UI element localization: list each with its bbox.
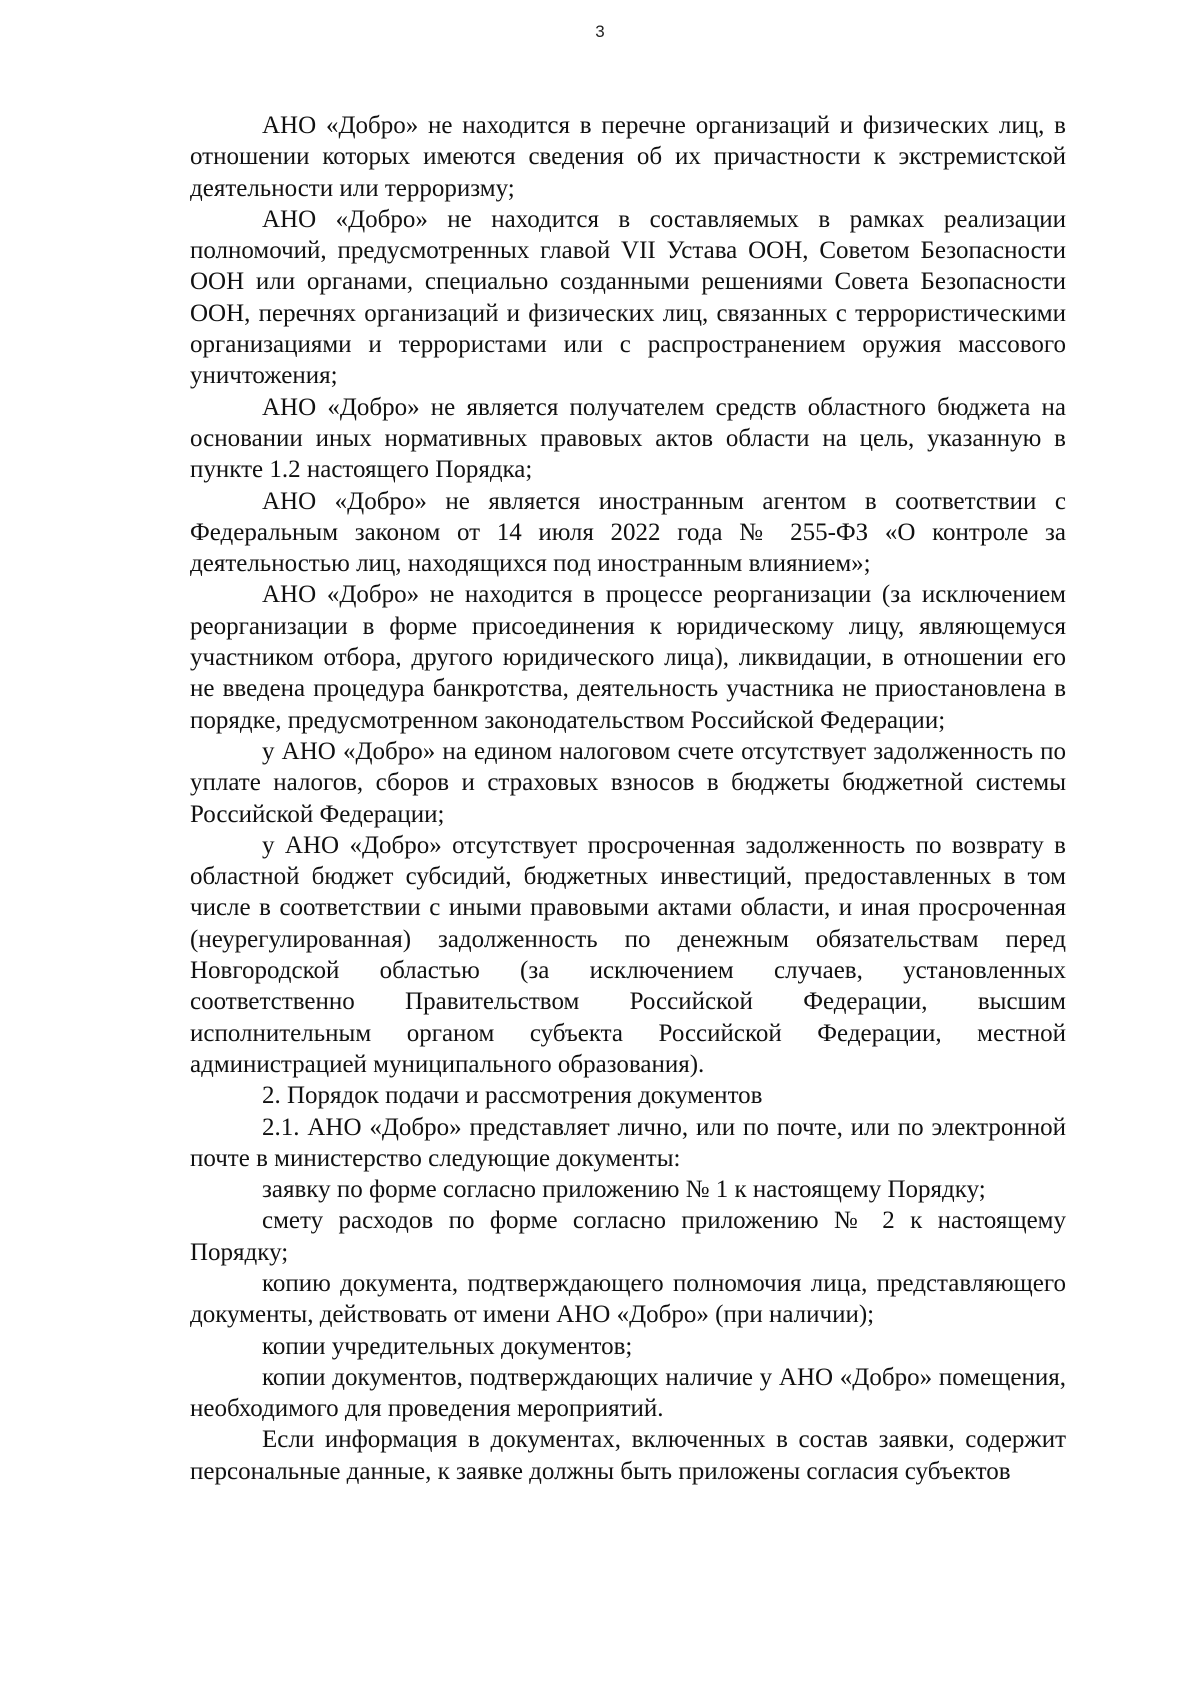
paragraph: смету расходов по форме согласно приложению № 2 к настоящему Порядку; (190, 1207, 1066, 1266)
paragraph: АНО «Добро» не является получателем средств областного бюджета на основании иных нормативных правовых актов области на цель, указанную в пункте 1.2 настоящего Порядка; (190, 393, 1066, 484)
paragraph: АНО «Добро» не находится в процессе реорганизации (за исключением реорганизации в форме присоединения к юридическому лицу, являющемуся участником отбора, другого юридического лица), ликвидации, в отношении его не введена процедура банкротства, деятельность участника не приостановлена в порядке, предусмотренном законодательством Российской Федерации; (190, 581, 1066, 734)
page-number: 3 (595, 22, 605, 41)
paragraph: 2.1. АНО «Добро» представляет лично, или по почте, или по электронной почте в министерство следующие документы: (190, 1113, 1066, 1172)
paragraph: у АНО «Добро» на едином налоговом счете отсутствует задолженность по уплате налогов, сборов и страховых взносов в бюджеты бюджетной системы Российской Федерации; (190, 737, 1066, 828)
paragraph: Если информация в документах, включенных в состав заявки, содержит персональные данные, к заявке должны быть приложены согласия субъектов (190, 1426, 1066, 1485)
document-body (190, 110, 1066, 1487)
paragraph: у АНО «Добро» отсутствует просроченная задолженность по возврату в областной бюджет субсидий, бюджетных инвестиций, предоставленных в том числе в соответствии с иными правовыми актами области, и иная просроченная (неурегулированная) задолженность по денежным обязательствам перед Новгородской областью (за исключением случаев, установленных соответственно Правительством Российской Федерации, высшим исполнительным органом субъекта Российской Федерации, местной администрацией муниципального образования). (190, 831, 1066, 1078)
paragraph: копии учредительных документов; (262, 1332, 633, 1360)
paragraph: АНО «Добро» не находится в перечне организаций и физических лиц, в отношении которых имеются сведения об их причастности к экстремистской деятельности или терроризму; (190, 112, 1066, 202)
paragraph: 2. Порядок подачи и рассмотрения документов (262, 1082, 763, 1110)
paragraph: АНО «Добро» не находится в составляемых в рамках реализации полномочий, предусмотренных главой VII Устава ООН, Советом Безопасности ООН или органами, специально созданными решениями Совета Безопасности ООН, перечнях организаций и физических лиц, связанных с террористическими организациями и террористами или с распространением оружия массового уничтожения; (190, 205, 1066, 390)
paragraph: заявку по форме согласно приложению № 1 к настоящему Порядку; (262, 1176, 986, 1204)
paragraph: АНО «Добро» не является иностранным агентом в соответствии с Федеральным законом от 14 июля 2022 года № 255-ФЗ «О контроле за деятельностью лиц, находящихся под иностранным влиянием»; (190, 487, 1066, 578)
paragraph: копии документов, подтверждающих наличие у АНО «Добро» помещения, необходимого для проведения мероприятий. (190, 1363, 1066, 1423)
paragraph: копию документа, подтверждающего полномочия лица, представляющего документы, действовать от имени АНО «Добро» (при наличии); (190, 1269, 1066, 1329)
